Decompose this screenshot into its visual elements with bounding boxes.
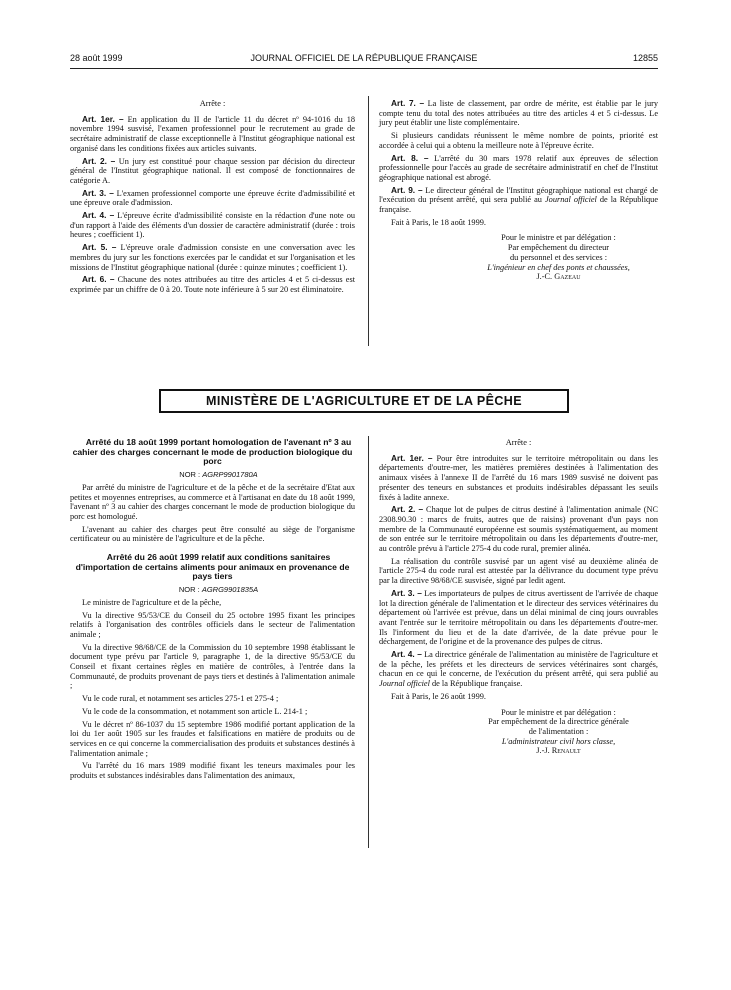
- nor-label: NOR :: [178, 585, 200, 595]
- article-label: Art. 5. –: [82, 242, 117, 253]
- decree-2-paragraph: Vu le code rural, et notamment ses articles 275-1 et 275-4 ;: [82, 694, 279, 704]
- signature-block: [459, 233, 658, 282]
- header-rule: [70, 68, 658, 69]
- article-label: Art. 2. –: [391, 504, 424, 515]
- article-2: [70, 157, 355, 186]
- article-4: [379, 650, 658, 689]
- done-at-paris: Fait à Paris, le 26 août 1999.: [391, 691, 486, 701]
- article-text: Chacune des notes attribuées au titre des articles 4 et 5 ci-dessus est exprimée par un chiffre de 0 à 20. Toute note inférieure à 5 sur 20 est éliminatoire.: [70, 275, 355, 294]
- bottom-right-column: [379, 438, 658, 756]
- arrete-heading: Arrête :: [505, 438, 532, 447]
- article-3: [70, 189, 355, 208]
- header-date: 28 août 1999: [70, 53, 123, 63]
- nor-code: AGRG9901835A: [201, 585, 259, 595]
- decree-2-paragraph: Le ministre de l'agriculture et de la pêche,: [82, 597, 222, 607]
- article-text: de la République française.: [432, 679, 523, 689]
- article-label: Art. 4. –: [82, 210, 115, 221]
- decree-2-paragraph: Vu la directive 98/68/CE de la Commission du 10 septembre 1998 établissant le document type prévu par l'article 9, paragraphe 1, de la directive 95/53/CE du Conseil et fixant certaines règles en matière de contrôles, à l'entrée dans la Communauté, de produits provenant de pays tiers et destinés à l'alimentation animale ;: [70, 642, 355, 691]
- journal-officiel-italic: Journal officiel: [544, 195, 597, 205]
- decree-1-nor: [70, 470, 355, 480]
- article-label: Art. 1er. –: [82, 113, 124, 124]
- arrete-heading: Arrête :: [199, 99, 226, 108]
- decree-2-paragraph: Vu l'arrêté du 16 mars 1989 modifié fixant les teneurs maximales pour les produits et substances indésirables dans l'alimentation des animaux,: [70, 761, 355, 781]
- bottom-left-column: [70, 438, 355, 784]
- article-1: [70, 115, 355, 154]
- article-text: La directrice générale de l'alimentation au ministère de l'agriculture et de la pêche, les préfets et les directeurs de services vétérinaires sont chargés, chacun en ce qui le concerne, de l'exécution du présent arrêté, qui sera publié au: [379, 650, 659, 679]
- article-label: Art. 3. –: [82, 187, 114, 198]
- article-text: La liste de classement, par ordre de mérite, est établie par le jury compte tenu du total des notes attribuées au titre des articles 4 et 5 ci-dessus. Le jury peut établir une liste complémentaire.: [379, 99, 659, 128]
- article-label: Art. 6. –: [82, 274, 115, 285]
- article-label: Art. 8. –: [391, 152, 429, 163]
- signature-block: [459, 708, 658, 757]
- signature-line: du personnel et des services :: [510, 252, 607, 262]
- article-2-paragraph-2: La réalisation du contrôle susvisé par un agent visé au deuxième alinéa de l'article 275-4 du code rural est attestée par la délivrance du document type prévu par la directive 98/68/CE susvisée, signé par ledit agent.: [379, 556, 658, 586]
- decree-2-paragraph: Vu le code de la consommation, et notamment son article L. 214-1 ;: [82, 706, 308, 716]
- signatory-title: L'ingénieur en chef des ponts et chaussées,: [487, 262, 630, 272]
- article-text: Pour être introduites sur le territoire métropolitain ou dans les départements d'outre-mer, les matières premières destinées à l'alimentation des animaux visées à l'annexe II de l'arrêté du 16 mars 1989 susvisé ne doivent pas présenter des teneurs en substances et produits indésirables dépassant les seuils fixés à ladite annexe.: [379, 453, 658, 502]
- article-8: [379, 154, 658, 183]
- article-text: L'examen professionnel comporte une épreuve écrite d'admissibilité et une épreuve orale d'admission.: [70, 188, 355, 208]
- column-divider-top: [368, 96, 369, 346]
- done-at-paris: Fait à Paris, le 18 août 1999.: [391, 217, 486, 227]
- decree-1-paragraph: L'avenant au cahier des charges peut être consulté au siège de l'organisme certificateur ou au ministère de l'agriculture et de la pêche.: [70, 524, 355, 544]
- decree-2-paragraph: Vu le décret nº 86-1037 du 15 septembre 1986 modifié portant application de la loi du 1er août 1905 sur les fraudes et falsifications en matière de produits ou de services en ce qui concerne la commercialisation des produits et substances destinés à l'alimentation animale ;: [70, 719, 355, 758]
- article-9: [379, 186, 658, 215]
- signatory-name: J.-C. Gazeau: [536, 272, 581, 282]
- signature-line: Pour le ministre et par délégation :: [501, 233, 616, 243]
- article-5: [70, 243, 355, 272]
- top-left-column: [70, 99, 355, 298]
- article-7-paragraph-2: Si plusieurs candidats réunissent le même nombre de points, priorité est accordée à celui qui a obtenu la meilleure note à l'épreuve écrite.: [379, 131, 658, 150]
- article-text: L'épreuve écrite d'admissibilité consiste en la rédaction d'une note ou d'un rapport à l'aide des éléments d'un dossier de caractère administratif (durée : trois heures ; coefficient 1).: [70, 211, 356, 240]
- signatory-title: L'administrateur civil hors classe,: [501, 736, 616, 746]
- article-label: Art. 7. –: [391, 98, 425, 108]
- nor-code: AGRP9901780A: [202, 470, 258, 480]
- decree-2-title: Arrêté du 26 août 1999 relatif aux conditions sanitaires d'importation de certains aliments pour animaux en provenance de pays tiers: [75, 552, 350, 582]
- signature-line: Par empêchement du directeur: [507, 243, 610, 253]
- article-label: Art. 2. –: [82, 155, 116, 166]
- top-right-column: [379, 99, 658, 282]
- decree-1-title: Arrêté du 18 août 1999 portant homologation de l'avenant nº 3 au cahier des charges concernant le mode de production biologique du porc: [72, 437, 353, 467]
- article-7: [379, 99, 658, 128]
- article-text: En application du II de l'article 11 du décret nº 94-1016 du 18 novembre 1994 susvisé, l'examen professionnel pour le recrutement au grade de secrétaire administratif de classe exceptionnelle à l'Institut géographique national est organisé dans les conditions fixées aux articles suivants.: [70, 114, 355, 153]
- column-divider-bottom: [368, 436, 369, 848]
- decree-1-paragraph: Par arrêté du ministre de l'agriculture et de la pêche et de la secrétaire d'Etat aux petites et moyennes entreprises, au commerce et à l'artisanat en date du 18 août 1999, l'avenant nº 3 au cahier des charges concernant le mode de production biologique du porc est homologué.: [70, 482, 355, 521]
- header-page-number: 12855: [632, 53, 658, 63]
- article-text: L'épreuve orale d'admission consiste en une conversation avec les membres du jury sur les fonctions exercées par le candidat et sur l'organisation et les missions de l'Institut géographique national (durée : quinze minutes ; coefficient 1).: [70, 243, 355, 272]
- article-2: [379, 505, 658, 554]
- decree-2-nor: [70, 585, 355, 595]
- article-3: [379, 589, 658, 647]
- article-4: [70, 211, 355, 240]
- signature-line: de l'alimentation :: [528, 726, 589, 736]
- article-label: Art. 4. –: [391, 649, 422, 660]
- article-1: [379, 454, 658, 503]
- signatory-name: J.-J. Renault: [536, 746, 581, 756]
- article-6: [70, 275, 355, 294]
- signature-line: Par empêchement de la directrice générale: [488, 717, 629, 727]
- article-label: Art. 3. –: [391, 587, 422, 598]
- nor-label: NOR :: [179, 470, 201, 480]
- article-text: L'arrêté du 30 mars 1978 relatif aux épreuves de sélection professionnelle pour l'accès au grade de secrétaire administratif en chef de l'Institut géographique national est abrogé.: [379, 153, 659, 182]
- decree-2-paragraph: Vu la directive 95/53/CE du Conseil du 25 octobre 1995 fixant les principes relatifs à l'organisation des contrôles officiels dans le secteur de l'alimentation animale ;: [70, 610, 355, 639]
- header-journal-title: JOURNAL OFFICIEL DE LA RÉPUBLIQUE FRANÇAISE: [250, 53, 478, 63]
- article-text: Un jury est constitué pour chaque session par décision du directeur général de l'Institut géographique national. Il est composé de fonctionnaires de catégorie A.: [70, 156, 356, 185]
- article-text: Les importateurs de pulpes de citrus avertissent de l'arrivée de chaque lot la direction générale de l'alimentation et le directeur des services vétérinaires du département où l'arrivée est prévue, dans un délai minimal de cinq jours ouvrables avant l'entrée sur le territoire métropolitain ou dans les départements d'outre-mer. Ils l'informent du lieu et de la date d'arrivée, de la date prévue pour le déchargement, de l'origine et de la provenance des pulpes de citrus.: [379, 588, 658, 647]
- article-text: Chaque lot de pulpes de citrus destiné à l'alimentation animale (NC 2308.90.30 : marcs de fruits, autres que de raisins) provenant d'un pays non membre de la Communauté européenne est soumis systématiquement, au moment de son entrée sur le territoire métropolitain ou dans les départements d'outre-mer, au contrôle prévu à l'article 275-4 du code rural, premier alinéa.: [379, 505, 659, 554]
- article-label: Art. 9. –: [391, 184, 423, 195]
- ministry-banner: MINISTÈRE DE L'AGRICULTURE ET DE LA PÊCHE: [159, 389, 569, 413]
- journal-officiel-italic: Journal officiel: [379, 679, 430, 689]
- article-label: Art. 1er. –: [391, 452, 433, 463]
- signature-line: Pour le ministre et par délégation :: [501, 707, 616, 717]
- article-text: Le directeur général de l'Institut géographique national est chargé de l'exécution du présent arrêté, qui sera publié au: [379, 185, 658, 205]
- article-text: de la République française.: [379, 195, 659, 215]
- page-header: [70, 53, 658, 67]
